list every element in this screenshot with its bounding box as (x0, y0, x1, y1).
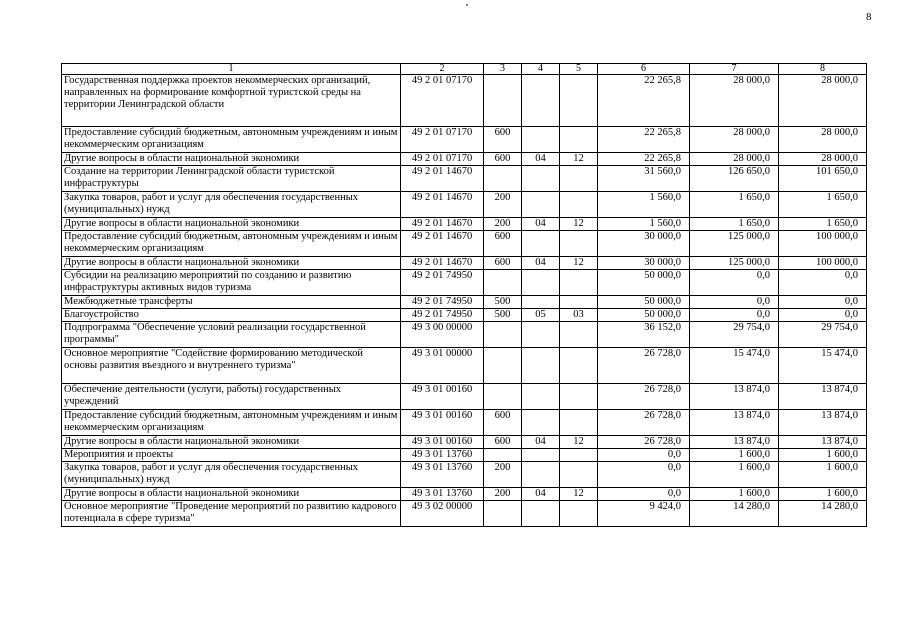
row-name: Обеспечение деятельности (услуги, работы) государственных учреждений (62, 384, 401, 410)
table-row (62, 166, 867, 192)
row-col4 (522, 75, 560, 127)
row-col5 (560, 166, 598, 192)
row-value-7: 13 874,0 (690, 436, 779, 449)
row-col4 (522, 192, 560, 218)
table-row (62, 231, 867, 257)
row-code: 49 2 01 74950 (401, 270, 484, 296)
row-col3: 500 (484, 309, 522, 322)
row-name: Мероприятия и проекты (62, 449, 401, 462)
table-row (62, 257, 867, 270)
row-value-8: 14 280,0 (779, 501, 867, 527)
row-value-6: 26 728,0 (598, 410, 690, 436)
row-col4 (522, 166, 560, 192)
row-value-6: 22 265,8 (598, 127, 690, 153)
row-col5: 03 (560, 309, 598, 322)
row-col3 (484, 322, 522, 348)
row-value-6: 1 560,0 (598, 192, 690, 218)
row-value-6: 0,0 (598, 449, 690, 462)
table-row (62, 348, 867, 384)
header-cell: 8 (779, 64, 867, 75)
row-code: 49 3 01 00160 (401, 436, 484, 449)
row-col3 (484, 348, 522, 384)
row-name: Закупка товаров, работ и услуг для обеспечения государственных (муниципальных) нужд (62, 462, 401, 488)
row-value-7: 28 000,0 (690, 75, 779, 127)
row-code: 49 3 01 00000 (401, 348, 484, 384)
header-cell: 6 (598, 64, 690, 75)
row-value-8: 1 600,0 (779, 449, 867, 462)
row-code: 49 3 02 00000 (401, 501, 484, 527)
row-name: Основное мероприятие "Содействие формированию методической основы развития въездного и внутреннего туризма" (62, 348, 401, 384)
row-col4 (522, 348, 560, 384)
row-code: 49 3 01 13760 (401, 488, 484, 501)
row-value-7: 125 000,0 (690, 231, 779, 257)
row-col5 (560, 270, 598, 296)
row-value-8: 13 874,0 (779, 384, 867, 410)
row-name: Благоустройство (62, 309, 401, 322)
row-name: Межбюджетные трансферты (62, 296, 401, 309)
header-cell: 1 (62, 64, 401, 75)
row-value-6: 50 000,0 (598, 296, 690, 309)
row-name: Государственная поддержка проектов некоммерческих организаций, направленных на формирование комфортной туристской среды на территории Ленинградской области (62, 75, 401, 127)
row-value-8: 0,0 (779, 270, 867, 296)
row-code: 49 2 01 14670 (401, 231, 484, 257)
table-row (62, 384, 867, 410)
table-row (62, 436, 867, 449)
row-value-7: 0,0 (690, 296, 779, 309)
header-row (62, 64, 867, 75)
row-name: Основное мероприятие "Проведение мероприятий по развитию кадрового потенциала в сфере туризма" (62, 501, 401, 527)
row-value-8: 29 754,0 (779, 322, 867, 348)
row-value-8: 0,0 (779, 296, 867, 309)
row-col4 (522, 296, 560, 309)
row-col3 (484, 501, 522, 527)
table-row (62, 309, 867, 322)
row-col5: 12 (560, 257, 598, 270)
row-name: Предоставление субсидий бюджетным, автономным учреждениям и иным некоммерческим организациям (62, 410, 401, 436)
header-cell: 4 (522, 64, 560, 75)
row-col3: 600 (484, 231, 522, 257)
row-col4 (522, 384, 560, 410)
row-value-7: 0,0 (690, 309, 779, 322)
row-col3: 600 (484, 257, 522, 270)
row-col4 (522, 127, 560, 153)
row-col3 (484, 75, 522, 127)
row-value-8: 101 650,0 (779, 166, 867, 192)
row-name: Предоставление субсидий бюджетным, автономным учреждениям и иным некоммерческим организациям (62, 231, 401, 257)
row-col3: 200 (484, 218, 522, 231)
row-code: 49 2 01 74950 (401, 296, 484, 309)
row-value-6: 26 728,0 (598, 348, 690, 384)
row-value-6: 30 000,0 (598, 231, 690, 257)
row-col4 (522, 322, 560, 348)
row-value-6: 1 560,0 (598, 218, 690, 231)
row-col4 (522, 449, 560, 462)
row-col4 (522, 501, 560, 527)
row-code: 49 3 01 00160 (401, 384, 484, 410)
row-value-7: 0,0 (690, 270, 779, 296)
row-col4: 04 (522, 436, 560, 449)
row-value-6: 0,0 (598, 488, 690, 501)
header-cell: 5 (560, 64, 598, 75)
row-col3: 200 (484, 192, 522, 218)
row-name: Другие вопросы в области национальной экономики (62, 436, 401, 449)
row-col4: 05 (522, 309, 560, 322)
row-value-7: 14 280,0 (690, 501, 779, 527)
row-value-7: 13 874,0 (690, 410, 779, 436)
row-value-8: 1 600,0 (779, 462, 867, 488)
row-value-6: 36 152,0 (598, 322, 690, 348)
row-name: Другие вопросы в области национальной экономики (62, 153, 401, 166)
row-col5 (560, 384, 598, 410)
row-value-8: 28 000,0 (779, 153, 867, 166)
row-col5 (560, 462, 598, 488)
row-name: Создание на территории Ленинградской области туристской инфраструктуры (62, 166, 401, 192)
row-code: 49 2 01 14670 (401, 257, 484, 270)
row-value-6: 50 000,0 (598, 270, 690, 296)
row-value-7: 1 650,0 (690, 192, 779, 218)
row-col5: 12 (560, 218, 598, 231)
row-name: Другие вопросы в области национальной экономики (62, 218, 401, 231)
row-col4 (522, 231, 560, 257)
table-row (62, 488, 867, 501)
row-code: 49 2 01 07170 (401, 127, 484, 153)
row-value-7: 126 650,0 (690, 166, 779, 192)
row-code: 49 2 01 07170 (401, 153, 484, 166)
row-code: 49 2 01 14670 (401, 166, 484, 192)
row-code: 49 3 00 00000 (401, 322, 484, 348)
row-value-8: 1 650,0 (779, 192, 867, 218)
row-col4: 04 (522, 257, 560, 270)
row-value-7: 1 600,0 (690, 449, 779, 462)
row-value-8: 13 874,0 (779, 410, 867, 436)
row-col3 (484, 270, 522, 296)
row-col3: 200 (484, 462, 522, 488)
row-value-7: 29 754,0 (690, 322, 779, 348)
row-col3: 600 (484, 127, 522, 153)
row-col5 (560, 192, 598, 218)
row-col4: 04 (522, 488, 560, 501)
row-value-8: 0,0 (779, 309, 867, 322)
row-value-6: 0,0 (598, 462, 690, 488)
row-value-7: 1 600,0 (690, 462, 779, 488)
row-col5 (560, 75, 598, 127)
table-body (62, 64, 867, 527)
row-value-7: 28 000,0 (690, 127, 779, 153)
header-cell: 3 (484, 64, 522, 75)
row-col3: 200 (484, 488, 522, 501)
row-value-6: 26 728,0 (598, 384, 690, 410)
table-row (62, 462, 867, 488)
row-col4 (522, 270, 560, 296)
table-row (62, 270, 867, 296)
table-row (62, 153, 867, 166)
row-col4 (522, 410, 560, 436)
table-row (62, 501, 867, 527)
row-value-8: 1 600,0 (779, 488, 867, 501)
row-value-8: 28 000,0 (779, 75, 867, 127)
row-value-6: 9 424,0 (598, 501, 690, 527)
row-name: Предоставление субсидий бюджетным, автономным учреждениям и иным некоммерческим организациям (62, 127, 401, 153)
row-value-6: 30 000,0 (598, 257, 690, 270)
row-col3 (484, 384, 522, 410)
row-value-8: 1 650,0 (779, 218, 867, 231)
row-col4 (522, 462, 560, 488)
row-code: 49 2 01 07170 (401, 75, 484, 127)
table-row (62, 449, 867, 462)
row-value-6: 22 265,8 (598, 75, 690, 127)
row-value-8: 28 000,0 (779, 127, 867, 153)
header-cell: 7 (690, 64, 779, 75)
row-value-6: 31 560,0 (598, 166, 690, 192)
row-value-6: 22 265,8 (598, 153, 690, 166)
row-name: Закупка товаров, работ и услуг для обеспечения государственных (муниципальных) нужд (62, 192, 401, 218)
row-col5: 12 (560, 153, 598, 166)
table-row (62, 322, 867, 348)
row-col5 (560, 449, 598, 462)
row-value-7: 28 000,0 (690, 153, 779, 166)
row-col5 (560, 231, 598, 257)
row-col4: 04 (522, 153, 560, 166)
row-col5 (560, 127, 598, 153)
row-col5 (560, 296, 598, 309)
row-name: Подпрограмма "Обеспечение условий реализации государственной программы" (62, 322, 401, 348)
row-value-6: 26 728,0 (598, 436, 690, 449)
page-number: 8 (866, 11, 872, 23)
row-code: 49 3 01 13760 (401, 449, 484, 462)
row-col5 (560, 501, 598, 527)
scan-dot (466, 4, 468, 6)
row-col5 (560, 410, 598, 436)
row-value-6: 50 000,0 (598, 309, 690, 322)
row-value-7: 1 650,0 (690, 218, 779, 231)
row-col3 (484, 166, 522, 192)
row-col3: 600 (484, 436, 522, 449)
row-value-7: 125 000,0 (690, 257, 779, 270)
row-code: 49 2 01 14670 (401, 192, 484, 218)
row-col5 (560, 322, 598, 348)
row-name: Другие вопросы в области национальной экономики (62, 257, 401, 270)
row-col5: 12 (560, 488, 598, 501)
row-col5: 12 (560, 436, 598, 449)
row-col4: 04 (522, 218, 560, 231)
header-cell: 2 (401, 64, 484, 75)
row-name: Субсидии на реализацию мероприятий по созданию и развитию инфраструктуры активных видов туризма (62, 270, 401, 296)
table-row (62, 192, 867, 218)
row-col3: 600 (484, 410, 522, 436)
row-value-8: 100 000,0 (779, 231, 867, 257)
row-code: 49 3 01 00160 (401, 410, 484, 436)
row-code: 49 3 01 13760 (401, 462, 484, 488)
row-value-7: 13 874,0 (690, 384, 779, 410)
table-row (62, 218, 867, 231)
row-col3: 600 (484, 153, 522, 166)
row-value-8: 13 874,0 (779, 436, 867, 449)
budget-table (61, 63, 867, 527)
row-col5 (560, 348, 598, 384)
row-col3: 500 (484, 296, 522, 309)
row-code: 49 2 01 74950 (401, 309, 484, 322)
row-value-7: 15 474,0 (690, 348, 779, 384)
row-col3 (484, 449, 522, 462)
table-row (62, 296, 867, 309)
table-row (62, 410, 867, 436)
table-row (62, 75, 867, 127)
row-value-8: 100 000,0 (779, 257, 867, 270)
row-value-7: 1 600,0 (690, 488, 779, 501)
row-name: Другие вопросы в области национальной экономики (62, 488, 401, 501)
table-row (62, 127, 867, 153)
row-value-8: 15 474,0 (779, 348, 867, 384)
row-code: 49 2 01 14670 (401, 218, 484, 231)
